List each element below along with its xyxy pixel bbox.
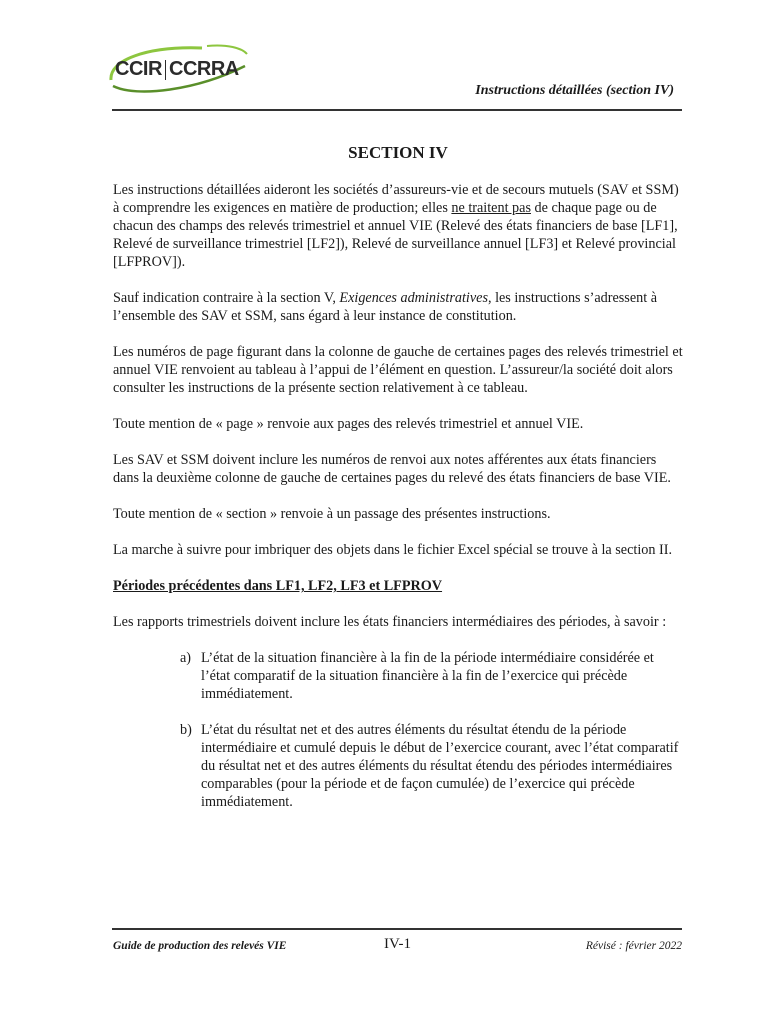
logo-separator [165,60,166,80]
paragraph-4: Toute mention de « page » renvoie aux pages des relevés trimestriel et annuel VIE. [113,416,584,432]
ccir-ccrra-logo [107,40,257,102]
paragraph-8: Les rapports trimestriels doivent inclure les états financiers intermédiaires des périodes, à savoir : [113,614,667,630]
paragraph-2-text-a: Sauf indication contraire à la section V, [113,290,340,306]
header-title: Instructions détaillées (section IV) [475,83,674,98]
paragraph-1 [113,181,683,271]
list-item-text: L’état de la situation financière à la fin de la période intermédiaire considérée et l’état comparatif de la situation financière à la fin de l’exercice qui précède immédiatement. [201,650,654,702]
header-divider [112,109,682,111]
paragraph-5: Les SAV et SSM doivent inclure les numéros de renvoi aux notes afférentes aux états financiers dans la deuxième colonne de gauche de certaines pages du relevé des états financiers de base VIE. [113,452,671,486]
page-number: IV-1 [384,936,411,952]
paragraph-6: Toute mention de « section » renvoie à un passage des présentes instructions. [113,506,551,522]
paragraph-1-text-b: de chaque page ou de chacun des champs des relevés trimestriel et annuel VIE (Relevé des états financiers de base [LF1], Relevé de surveillance trimestriel [LF2]), Relevé de surveillance annuel [LF3] et Relevé provincial [LFPROV]). [113,200,678,270]
paragraph-3: Les numéros de page figurant dans la colonne de gauche de certaines pages des relevés trimestriel et annuel VIE renvoient au tableau à l’appui de l’élément en question. L’assureur/la société doit alors consulter les instructions de la présente section relativement à ce tableau. [113,344,683,396]
list-item [113,721,683,811]
list-item [113,649,683,703]
paragraph-1-underlined: ne traitent pas [451,200,531,216]
paragraph-2-italic: Exigences administratives [339,290,488,306]
subheading-previous-periods: Périodes précédentes dans LF1, LF2, LF3 et LFPROV [113,578,443,594]
paragraph-1-text-a: Les instructions détaillées aideront les sociétés d’assureurs-vie et de secours mutuels (SAV et SSM) à comprendre les exigences en matière de production; elles [113,182,679,216]
logo-ccir-text: CCIR [115,58,162,80]
paragraph-2 [113,289,683,325]
logo-ccrra-text: CCRRA [169,58,239,80]
list-item-marker: b) [180,722,192,738]
footer-revision-date: Révisé : février 2022 [585,940,682,952]
list-item-text: L’état du résultat net et des autres éléments du résultat étendu de la période intermédiaire et cumulé depuis le début de l’exercice courant, avec l’état comparatif du résultat net et des autres éléments du résultat étendu des périodes intermédiaires comparables (pour la période et de façon cumulée) de l’exercice qui précède immédiatement. [201,722,679,810]
periods-list [113,649,683,811]
section-heading: SECTION IV [348,143,448,162]
footer-guide-title: Guide de production des relevés VIE [113,940,287,952]
paragraph-2-text-b: , les instructions s’adressent à l’ensemble des SAV et SSM, sans égard à leur instance de constitution. [113,290,657,324]
main-content [113,144,683,829]
paragraph-7: La marche à suivre pour imbriquer des objets dans le fichier Excel spécial se trouve à la section II. [113,542,673,558]
list-item-marker: a) [180,650,192,666]
footer-divider [112,928,682,930]
